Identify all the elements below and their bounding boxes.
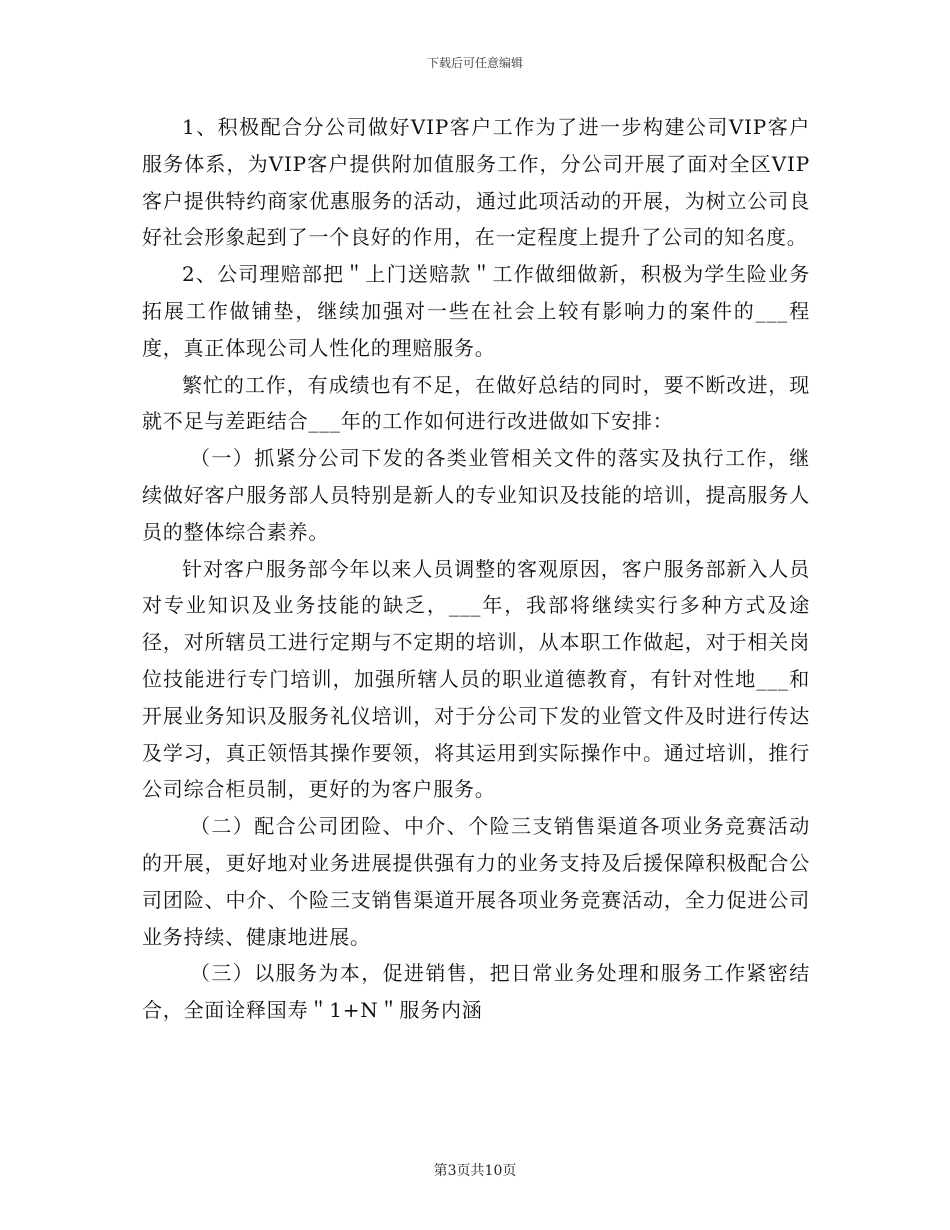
paragraph-vip-service: 1、积极配合分公司做好VIP客户工作为了进一步构建公司VIP客户服务体系，为VIP客户提供附加值服务工作，分公司开展了面对全区VIP客户提供特约商家优惠服务的活动，通过此项活动的开展，为树立公司良好社会形象起到了一个良好的作用，在一定程度上提升了公司的知名度。 <box>142 115 810 250</box>
paragraph-training-plan: 针对客户服务部今年以来人员调整的客观原因，客户服务部新入人员对专业知识及业务技能的缺乏，___年，我部将继续实行多种方式及途径，对所辖员工进行定期与不定期的培训，从本职工作做起，对于相关岗位技能进行专门培训，加强所辖人员的职业道德教育，有针对性地___和开展业务知识及服务礼仪培训，对于分公司下发的业管文件及时进行传达及学习，真正领悟其操作要领，将其运用到实际操作中。通过培训，推行公司综合柜员制，更好的为客户服务。 <box>142 556 810 802</box>
paragraph-section-one: （一）抓紧分公司下发的各类业管相关文件的落实及执行工作，继续做好客户服务部人员特别是新人的专业知识及技能的培训，提高服务人员的整体综合素养。 <box>142 446 810 544</box>
paragraph-section-three: （三）以服务为本，促进销售，把日常业务处理和服务工作紧密结合，全面诠释国寿＂1+N＂服务内涵 <box>142 961 810 1023</box>
paragraph-claims-service: 2、公司理赔部把＂上门送赔款＂工作做细做新，积极为学生险业务拓展工作做铺垫，继续加强对一些在社会上较有影响力的案件的___程度，真正体现公司人性化的理赔服务。 <box>142 262 810 360</box>
paragraph-section-two: （二）配合公司团险、中介、个险三支销售渠道各项业务竞赛活动的开展，更好地对业务进展提供强有力的业务支持及后援保障积极配合公司团险、中介、个险三支销售渠道开展各项业务竞赛活动，全力促进公司业务持续、健康地进展。 <box>142 814 810 949</box>
page-number: 第3页共10页 <box>433 1163 517 1179</box>
paragraph-improvement-intro: 繁忙的工作，有成绩也有不足，在做好总结的同时，要不断改进，现就不足与差距结合___年的工作如何进行改进做如下安排： <box>142 372 810 434</box>
page-header: 下载后可任意编辑 <box>426 56 523 70</box>
document-body <box>142 109 810 1029</box>
